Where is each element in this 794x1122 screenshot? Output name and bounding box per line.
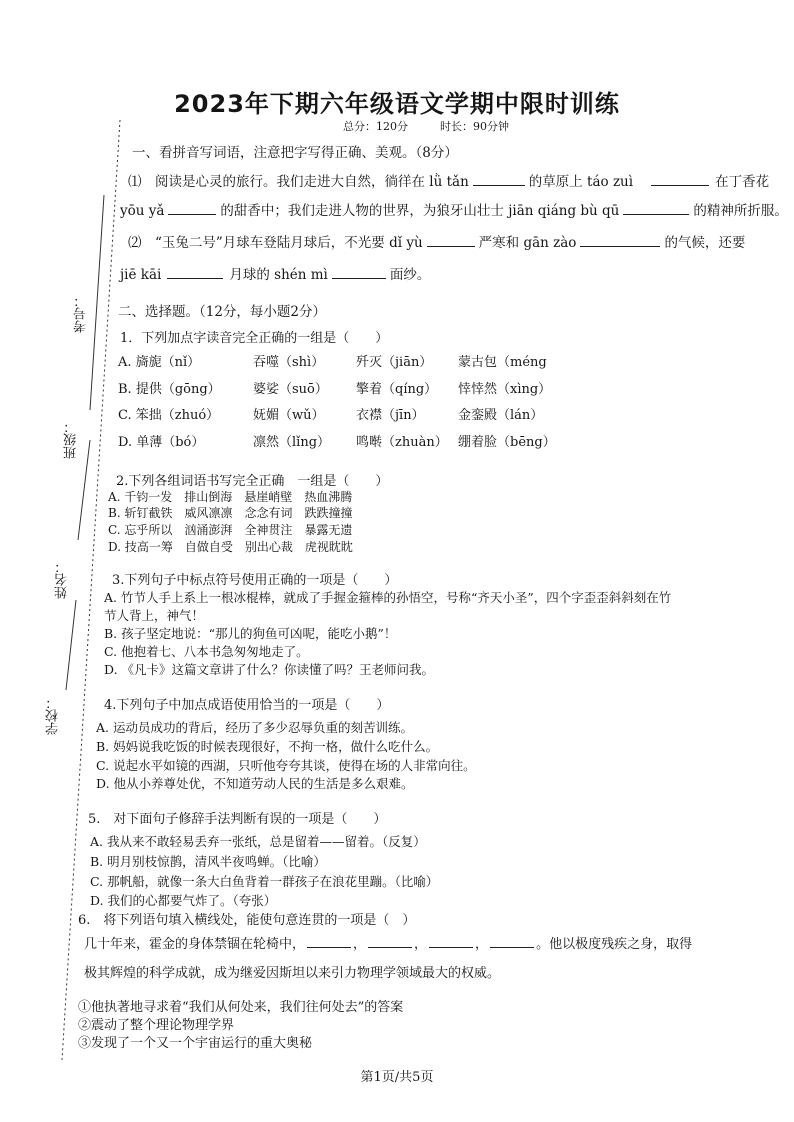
school-label: 学校：	[46, 696, 61, 735]
answer-blank[interactable]	[427, 234, 475, 247]
page-number: 第1页/共5页	[360, 1070, 434, 1085]
section1-heading: 一、看拼音写词语，注意把字写得正确、美观。（8分）	[132, 145, 458, 161]
section2-heading: 二、选择题。（12分，每小题2分）	[118, 304, 327, 320]
answer-blank[interactable]	[167, 266, 223, 279]
q2-option-b: B. 斩钉截铁 威风凛凛 念念有词 跌跌撞撞	[108, 506, 353, 520]
q5-option-c: C. 那帆船，就像一条大白鱼背着一群孩子在浪花里蹦。（比喻）	[90, 874, 439, 889]
q4-option-b: B. 妈妈说我吃饭的时候表现很好，不拘一格，做什么吃什么。	[96, 739, 439, 754]
q2-option-d: D. 技高一筹 自做自受 别出心裁 虎视眈眈	[108, 540, 353, 554]
q1-option-b: B. 提供（gōng） 婆娑（suō） 擎着（qíng） 悻悻然（xìng）	[118, 382, 552, 397]
total-score: 总分：120分	[343, 120, 408, 133]
answer-blank[interactable]	[623, 202, 689, 215]
q4-option-c: C. 说起水平如镜的西湖，只听他夸夸其谈，使得在场的人非常向往。	[96, 758, 476, 773]
answer-blank[interactable]	[168, 202, 216, 215]
answer-blank[interactable]	[368, 935, 412, 948]
q6-item-3: ③发现了一个又一个宇宙运行的重大奥秘	[78, 1036, 313, 1051]
q3-option-c: C. 他抱着七、八本书急匆匆地走了。	[104, 644, 309, 659]
answer-blank[interactable]	[580, 234, 660, 247]
q4-option-d: D. 他从小养尊处优，不知道劳动人民的生活是多么艰难。	[96, 776, 414, 791]
page-title: 2023年下期六年级语文学期中限时训练	[174, 90, 620, 118]
q1-option-d: D. 单薄（bó） 凛然（lǐng） 鸣啭（zhuàn） 绷着脸（bēng）	[118, 435, 556, 450]
name-label: 姓名：	[55, 560, 70, 599]
q5-option-a: A. 我从来不敢轻易丢弃一张纸，总是留着——留着。（反复）	[90, 834, 426, 849]
q3-option-a-cont: 节人背上，神气！	[104, 608, 205, 623]
q3-option-b: B. 孩子坚定地说：“那儿的狗鱼可凶呢，能吃小鹅”！	[104, 626, 397, 641]
q3-option-d: D. 《凡卡》这篇文章讲了什么？你读懂了吗？王老师问我。	[104, 662, 435, 677]
q5-option-d: D. 我们的心都要气炸了。（夸张）	[90, 893, 277, 908]
answer-blank[interactable]	[651, 173, 709, 186]
q2-option-a: A. 千钧一发 排山倒海 悬崖峭壁 热血沸腾	[108, 490, 353, 504]
q4-option-a: A. 运动员成功的背后，经历了多少忍辱负重的刻苦训练。	[96, 720, 413, 735]
q3-option-a: A. 竹节人手上系上一根冰棍棒，就成了手握金箍棒的孙悟空，号称“齐天小圣”，四个字歪歪斜斜刻在竹	[104, 590, 672, 605]
exam-number-label: 考号：	[74, 294, 89, 333]
q6-sentence-line2: 极其辉煌的科学成就，成为继爱因斯坦以来引力物理学领域最大的权威。	[84, 966, 501, 981]
q1-stem: 1．下列加点字读音完全正确的一组是（ ）	[120, 331, 389, 346]
q6-item-1: ①他执著地寻求着“我们从何处来，我们往何处去”的答案	[78, 1000, 404, 1015]
q5-stem: 5. 对下面句子修辞手法判断有误的一项是（ ）	[88, 812, 387, 827]
answer-blank[interactable]	[307, 935, 351, 948]
q3-stem: 3.下列句子中标点符号使用正确的一项是（ ）	[112, 573, 398, 588]
answer-blank[interactable]	[429, 935, 473, 948]
section1-line1: ⑴ 阅读是心灵的旅行。我们走进大自然，徜徉在 lǜ tǎn 的草原上 táo zuì 在丁香花	[128, 174, 770, 190]
q6-stem: 6. 将下列语句填入横线处，能使句意连贯的一项是（ ）	[78, 913, 416, 928]
section1-line3: ⑵ “玉兔二号”月球车登陆月球后，不光要 dǐ yù 严寒和 gān zào 的气候，还要	[128, 235, 746, 251]
q2-option-c: C. 忘乎所以 汹涌澎湃 全神贯注 暴露无遗	[108, 523, 353, 537]
class-label: 班级：	[64, 420, 79, 459]
time-limit: 时长：90分钟	[440, 120, 509, 133]
section1-line4: jiē kāi 月球的 shén mì 面纱。	[120, 267, 431, 283]
section1-line2: yōu yǎ 的甜香中；我们走进人物的世界，为狼牙山壮士 jiān qiáng bù qū 的精神所折服。	[120, 203, 788, 219]
answer-blank[interactable]	[490, 935, 534, 948]
q6-sentence-line1: 几十年来，霍金的身体禁锢在轮椅中， ， ， ， 。他以极度残疾之身，取得	[84, 937, 693, 952]
answer-blank[interactable]	[332, 266, 386, 279]
q1-option-a: A. 旖旎（nǐ） 吞噬（shì） 歼灭（jiān） 蒙古包（méng	[118, 355, 547, 370]
q6-item-2: ②震动了整个理论物理学界	[78, 1018, 235, 1033]
q5-option-b: B. 明月别枝惊鹊，清风半夜鸣蝉。（比喻）	[90, 854, 326, 869]
q1-option-c: C. 笨拙（zhuó） 妩媚（wǔ） 衣襟（jīn） 金銮殿（lán）	[118, 408, 544, 423]
answer-blank[interactable]	[473, 173, 525, 186]
q4-stem: 4.下列句子中加点成语使用恰当的一项是（ ）	[104, 698, 390, 713]
q2-stem: 2.下列各组词语书写完全正确 一组是（ ）	[116, 474, 389, 489]
